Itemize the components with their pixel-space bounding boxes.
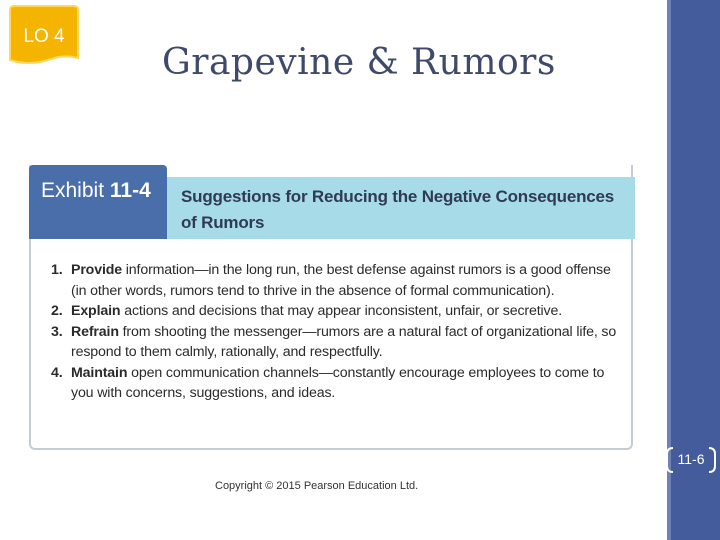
list-item-keyword: Explain (71, 303, 121, 319)
list-item (51, 260, 621, 301)
exhibit-label-text (41, 179, 151, 203)
copyright-text: Copyright © 2015 Pearson Education Ltd. (215, 480, 419, 492)
lo-badge-text: LO 4 (23, 26, 65, 47)
exhibit-label-number: 11-4 (109, 179, 151, 202)
exhibit-label (29, 165, 167, 239)
list-item-keyword: Provide (71, 262, 122, 278)
list-item (51, 363, 621, 404)
list-item-number: 4. (51, 364, 63, 381)
exhibit-label-word: Exhibit (41, 179, 105, 202)
exhibit-heading: Suggestions for Reducing the Negative Consequences of Rumors (181, 187, 615, 232)
exhibit-box (29, 165, 633, 450)
slide-title: Grapevine & Rumors (162, 42, 556, 83)
list-item-text: from shooting the messenger—rumors are a natural fact of organizational life, so respond to them calmly, rationally, and respectfully. (71, 323, 617, 360)
list-item (51, 301, 621, 322)
page-number: 11-6 (677, 451, 705, 467)
exhibit-list (51, 260, 621, 404)
list-item (51, 322, 621, 363)
exhibit-header (29, 165, 635, 239)
list-item-number: 1. (51, 262, 63, 278)
list-item-keyword: Maintain (71, 364, 128, 381)
list-item-text: information—in the long run, the best defense against rumors is a good offense (in other words, rumors tend to thrive in the absence of formal communication). (71, 262, 611, 299)
exhibit-heading-box (167, 177, 635, 239)
page-number-badge (663, 446, 719, 474)
lo-badge (8, 4, 80, 68)
list-item-keyword: Refrain (71, 323, 119, 340)
list-item-number: 2. (51, 303, 63, 319)
list-item-text: actions and decisions that may appear inconsistent, unfair, or secretive. (120, 303, 562, 319)
list-item-text: open communication channels—constantly encourage employees to come to you with concerns, suggestions, and ideas. (71, 364, 605, 401)
list-item-number: 3. (51, 323, 63, 340)
